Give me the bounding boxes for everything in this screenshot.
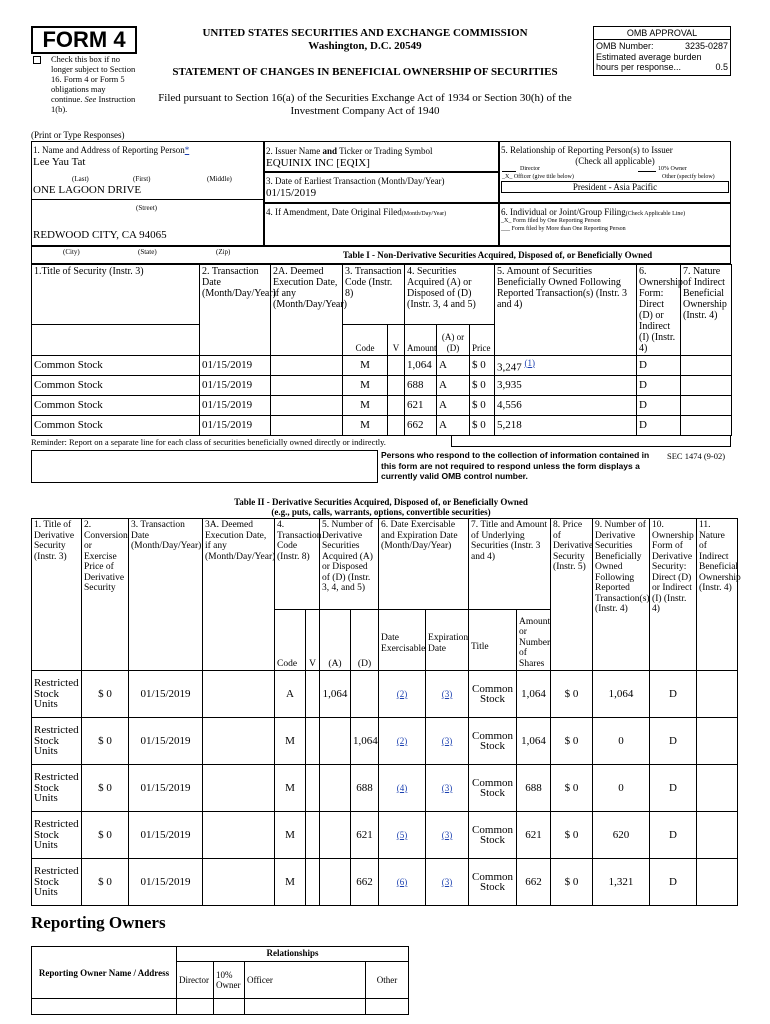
t2-d: 662 [351,859,379,906]
form-title-box [31,26,137,54]
t2-a [320,765,351,812]
t2-dprice: $ 0 [551,859,593,906]
table-row [32,416,732,436]
box5-ten-pct: 10% Owner [658,166,687,172]
t2-sh-title: Title [469,610,517,671]
t2-date: 01/15/2019 [129,671,203,718]
footnote-link[interactable]: (3) [441,876,453,887]
t2-title: Restricted Stock Units [32,718,82,765]
t2-a [320,718,351,765]
table-row [32,376,732,396]
t1-price: $ 0 [470,416,495,436]
box6-opt1: _X_ Form filed by One Reporting Person [501,218,601,224]
omb-burden2: hours per response... [596,62,682,72]
t2-sh-exp: Expiration Date [426,610,469,671]
t2-d: 621 [351,812,379,859]
t1-code: M [343,376,388,396]
t2-form: D [650,765,697,812]
t2-title: Restricted Stock Units [32,812,82,859]
reporting-person-name: Lee Yau Tat [33,156,86,168]
t2-date: 01/15/2019 [129,765,203,812]
box1-label-text: 1. Name and Address of Reporting Person [33,145,185,155]
t2-price: $ 0 [82,718,129,765]
table2 [31,518,741,906]
t1-sh-price: Price [470,325,495,356]
table2-subtitle: (e.g., puts, calls, warrants, options, convertible securities) [271,507,491,517]
t2-ulamt: 688 [517,765,551,812]
t1-aord: A [437,396,470,416]
box5-officer: _X_ Officer (give title below) [502,174,574,180]
reminder-left-box [31,450,378,483]
t1-code: M [343,416,388,436]
city-label: (City) [63,248,80,256]
box1-label [33,145,189,155]
t2-ulamt: 621 [517,812,551,859]
t1-h6: 6. Ownership Form: Direct (D) or Indirect (I) (Instr. 4) [637,265,681,356]
print-type-note: (Print or Type Responses) [31,130,125,140]
footnote-link[interactable]: (3) [441,782,453,793]
t2-ultitle: Common Stock [469,859,517,906]
t2-title: Restricted Stock Units [32,859,82,906]
t2-a: 1,064 [320,671,351,718]
table-row [32,396,732,416]
t2-owned: 0 [593,718,650,765]
t2-ultitle: Common Stock [469,718,517,765]
omb-number-label: OMB Number: [596,41,654,51]
omb-hours: 0.5 [715,62,728,72]
owners-other: Other [366,962,409,999]
t2-code: M [275,765,306,812]
t1-h1: 1.Title of Security (Instr. 3) [32,265,200,325]
t1-title: Common Stock [32,416,200,436]
footnote-link[interactable]: (3) [441,735,453,746]
t1-title: Common Stock [32,396,200,416]
t1-amount: 1,064 [405,356,437,376]
first-label: (First) [133,175,151,183]
t2-ultitle: Common Stock [469,765,517,812]
t1-sh-v: V [388,325,405,356]
owner-name-col: Reporting Owner Name / Address [32,947,177,999]
street-address: ONE LAGOON DRIVE [33,184,142,196]
box2-label-post: Ticker or Trading Symbol [337,146,433,156]
box4-label-text: 4. If Amendment, Date Original Filed [266,207,402,217]
box3-label: 3. Date of Earliest Transaction (Month/Day/Year) [266,176,445,186]
t1-h2a: 2A. Deemed Execution Date, if any (Month/Day/Year) [271,265,343,356]
t1-amount: 621 [405,396,437,416]
t2-date: 01/15/2019 [129,859,203,906]
t1-owned: 3,247 [497,361,522,374]
t1-owned-cell [495,356,637,376]
box5-sub: (Check all applicable) [575,156,655,166]
t1-owned: 4,556 [495,396,637,416]
t1-aord: A [437,356,470,376]
t2-date: 01/15/2019 [129,718,203,765]
table2-title: Table II - Derivative Securities Acquired, Disposed of, or Beneficially Owned [234,497,528,507]
officer-title-box [501,181,729,193]
box5-director: Director [520,166,540,172]
t1-price: $ 0 [470,376,495,396]
t1-form: D [637,416,681,436]
city-state-zip: REDWOOD CITY, CA 94065 [33,229,167,241]
t1-code: M [343,356,388,376]
t1-date: 01/15/2019 [200,376,271,396]
street-label: (Street) [136,204,157,212]
t2-ulamt: 1,064 [517,671,551,718]
footnote-link[interactable]: (6) [396,876,408,887]
t1-h5: 5. Amount of Securities Beneficially Owned Following Reported Transaction(s) (Instr. 3 and 4) [495,265,637,356]
statement-title: STATEMENT OF CHANGES IN BENEFICIAL OWNERSHIP OF SECURITIES [172,66,558,78]
t2-dprice: $ 0 [551,765,593,812]
form-title: FORM 4 [42,27,126,52]
t2-h11: 11. Nature of Indirect Beneficial Ownership (Instr. 4) [697,519,738,671]
t2-h7: 7. Title and Amount of Underlying Securities (Instr. 3 and 4) [469,519,551,610]
omb-title: OMB APPROVAL [594,27,730,40]
box2-label-and: and [322,146,337,156]
state-label: (State) [138,248,157,256]
t2-d: 1,064 [351,718,379,765]
t1-sh-code: Code [343,325,388,356]
omb-number: 3235-0287 [684,41,728,51]
t2-form: D [650,718,697,765]
box4-label-small: (Month/Day/Year) [401,211,447,217]
agency-location: Washington, D.C. 20549 [308,40,422,52]
t1-owned: 5,218 [495,416,637,436]
owners-director: Director [177,962,214,999]
t2-h4: 4. Transaction Code (Instr. 8) [275,519,320,610]
t2-form: D [650,671,697,718]
t2-price: $ 0 [82,671,129,718]
t1-owned: 3,935 [495,376,637,396]
t2-h5: 5. Number of Derivative Securities Acquired (A) or Disposed of (D) (Instr. 3, 4, and 5) [320,519,379,610]
t2-code: A [275,671,306,718]
t1-date: 01/15/2019 [200,416,271,436]
t2-h2: 2. Conversion or Exercise Price of Derivative Security [82,519,129,671]
t2-dprice: $ 0 [551,718,593,765]
t2-ulamt: 662 [517,859,551,906]
middle-label: (Middle) [207,175,232,183]
table-row [32,356,732,376]
table-row [32,671,738,718]
t1-h4: 4. Securities Acquired (A) or Disposed of (D) (Instr. 3, 4 and 5) [405,265,495,325]
t2-code: M [275,859,306,906]
owners-officer: Officer [245,962,366,999]
t1-aord: A [437,376,470,396]
t2-price: $ 0 [82,859,129,906]
footnote-link[interactable]: (2) [396,688,408,699]
no-longer-subject-checkbox[interactable] [33,56,41,64]
box6-label [501,207,685,217]
t2-sh-v: V [306,610,320,671]
t2-ultitle: Common Stock [469,812,517,859]
table1-title: Table I - Non-Derivative Securities Acquired, Disposed of, or Beneficially Owned [342,250,653,260]
t1-form: D [637,356,681,376]
earliest-transaction-date: 01/15/2019 [266,187,317,199]
checkbox-label [51,54,137,114]
t1-amount: 662 [405,416,437,436]
filed-line1: Filed pursuant to Section 16(a) of the Securities Exchange Act of 1934 or Section 30(h) of the [158,92,572,104]
t2-sh-exer: Date Exercisable [379,610,426,671]
t1-sh-aord: (A) or (D) [437,325,470,356]
footnote-link[interactable]: (3) [441,829,453,840]
t2-form: D [650,812,697,859]
t2-sh-code: Code [275,610,306,671]
t1-sh-amount: Amount [405,325,437,356]
t2-sh-a: (A) [320,610,351,671]
footnote-link[interactable]: (4) [396,782,408,793]
relationships-header: Relationships [177,947,409,962]
t2-form: D [650,859,697,906]
box1-asterisk[interactable]: * [184,145,190,155]
reminder-side-box [451,435,731,447]
box5-other: Other (specify below) [662,174,715,180]
t2-ulamt: 1,064 [517,718,551,765]
t1-h7: 7. Nature of Indirect Beneficial Ownership (Instr. 4) [681,265,732,356]
table-row [32,859,738,906]
t1-date: 01/15/2019 [200,356,271,376]
t2-code: M [275,718,306,765]
footnote-link[interactable]: (3) [441,688,453,699]
officer-title: President - Asia Pacific [572,182,658,192]
reporting-owners-heading: Reporting Owners [31,913,166,932]
t2-a [320,812,351,859]
table1 [31,264,732,436]
box2-label-pre: 2. Issuer Name [266,146,323,156]
box5-label: 5. Relationship of Reporting Person(s) to Issuer [501,145,673,155]
checkbox-instr: Instruction 1(b). [51,94,136,114]
t1-title: Common Stock [32,376,200,396]
t2-dprice: $ 0 [551,671,593,718]
t1-price: $ 0 [470,396,495,416]
t2-ultitle: Common Stock [469,671,517,718]
owners-ten-pct: 10% Owner [214,962,245,999]
box4-label [266,207,446,217]
table-row [32,812,738,859]
t1-title: Common Stock [32,356,200,376]
t2-d: 688 [351,765,379,812]
t2-h3: 3. Transaction Date (Month/Day/Year) [129,519,203,671]
t2-h8: 8. Price of Derivative Security (Instr. 5) [551,519,593,671]
t2-owned: 0 [593,765,650,812]
t2-title: Restricted Stock Units [32,671,82,718]
t1-form: D [637,396,681,416]
t2-h6: 6. Date Exercisable and Expiration Date (Month/Day/Year) [379,519,469,610]
t1-code: M [343,396,388,416]
t2-date: 01/15/2019 [129,812,203,859]
t2-owned: 1,064 [593,671,650,718]
box6-label-text: 6. Individual or Joint/Group Filing [501,207,626,217]
t2-owned: 620 [593,812,650,859]
omb-approval-box [593,26,731,76]
t1-h3: 3. Transaction Code (Instr. 8) [343,265,405,325]
agency-name: UNITED STATES SECURITIES AND EXCHANGE COMMISSION [202,27,528,39]
t2-sh-d: (D) [351,610,379,671]
box6-opt2: ___ Form filed by More than One Reporting Person [501,226,626,232]
t1-h2: 2. Transaction Date (Month/Day/Year) [200,265,271,356]
footnote-link[interactable]: (2) [396,735,408,746]
t2-owned: 1,321 [593,859,650,906]
t2-code: M [275,812,306,859]
t1-amount: 688 [405,376,437,396]
t2-title: Restricted Stock Units [32,765,82,812]
reminder-text: Reminder: Report on a separate line for each class of securities beneficially owned directly or indirectly. [31,437,386,447]
zip-label: (Zip) [216,248,231,256]
t2-dprice: $ 0 [551,812,593,859]
box6-label-small: (Check Applicable Line) [625,211,686,217]
t2-sh-amount: Amount or Number of Shares [517,610,551,671]
t1-aord: A [437,416,470,436]
table-row [32,765,738,812]
checkbox-see: See [84,94,97,104]
t2-h1: 1. Title of Derivative Security (Instr. 3) [32,519,82,671]
persons-note: Persons who respond to the collection of information contained in this form are not required to respond unless the form displays a currently valid OMB control number. [381,450,650,481]
t1-form: D [637,376,681,396]
box2-label [266,146,433,156]
t1-date: 01/15/2019 [200,396,271,416]
footnote-link[interactable]: (1) [524,357,535,368]
last-label: (Last) [72,175,89,183]
t1-price: $ 0 [470,356,495,376]
t2-h10: 10. Ownership Form of Derivative Security: Direct (D) or Indirect (I) (Instr. 4) [650,519,697,671]
issuer-name-ticker: EQUINIX INC [EQIX] [266,157,370,169]
table-row [32,718,738,765]
checkbox-text: Check this box if no longer subject to Section 16. Form 4 or Form 5 obligations may continue. [51,54,136,104]
omb-burden1: Estimated average burden [596,51,702,62]
t2-h9: 9. Number of Derivative Securities Beneficially Owned Following Reported Transaction(s) (Instr. 4) [593,519,650,671]
t2-price: $ 0 [82,765,129,812]
filed-line2: Investment Company Act of 1940 [290,105,440,117]
reporting-owners-table [31,946,409,1015]
sec-code: SEC 1474 (9-02) [667,451,726,461]
t2-a [320,859,351,906]
t2-price: $ 0 [82,812,129,859]
footnote-link[interactable]: (5) [396,829,408,840]
t2-d [351,671,379,718]
t2-h3a: 3A. Deemed Execution Date, if any (Month/Day/Year) [203,519,275,671]
